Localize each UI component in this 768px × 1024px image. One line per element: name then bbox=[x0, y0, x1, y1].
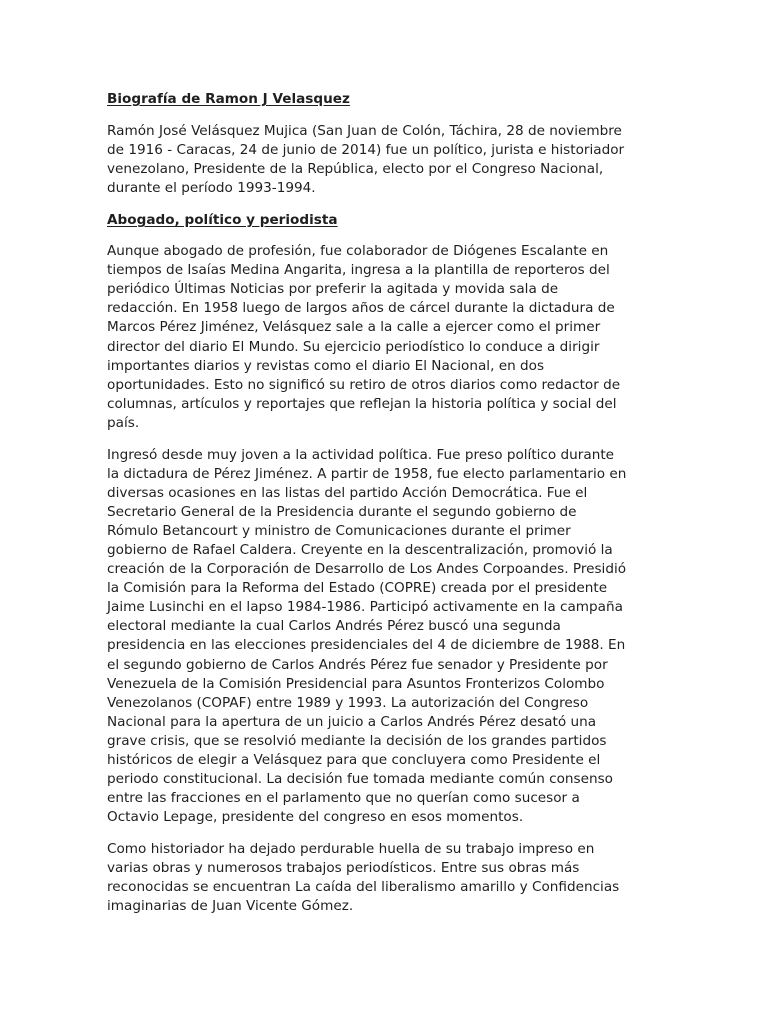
document-title: Biografía de Ramon J Velasquez bbox=[107, 91, 350, 107]
intro-paragraph: Ramón José Velásquez Mujica (San Juan de Colón, Táchira, 28 de noviembre de 1916 - Caracas, 24 de junio de 2014) fue un político, jurista e historiador venezolano, Presidente de la República, electo por el Congreso Nacional, durante el período 1993-1994. bbox=[107, 123, 625, 197]
document-page bbox=[107, 90, 627, 929]
body-paragraph-journalism: Aunque abogado de profesión, fue colaborador de Diógenes Escalante en tiempos de Isaías Medina Angarita, ingresa a la plantilla de reporteros del periódico Últimas Noticias por preferir la agitada y movida sala de redacción. En 1958 luego de largos años de cárcel durante la dictadura de Marcos Pérez Jiménez, Velásquez sale a la calle a ejercer como el primer director del diario El Mundo. Su ejercicio periodístico lo conduce a dirigir importantes diarios y revistas como el diario El Nacional, en dos oportunidades. Esto no significó su retiro de otros diarios como redactor de columnas, artículos y reportajes que reflejan la historia política y social del país. bbox=[107, 243, 621, 431]
section-heading: Abogado, político y periodista bbox=[107, 211, 338, 228]
body-paragraph-politics: Ingresó desde muy joven a la actividad política. Fue preso político durante la dictadura de Pérez Jiménez. A partir de 1958, fue electo parlamentario en diversas ocasiones en las listas del partido Acción Democrática. Fue el Secretario General de la Presidencia durante el segundo gobierno de Rómulo Betancourt y ministro de Comunicaciones durante el primer gobierno de Rafael Caldera. Creyente en la descentralización, promovió la creación de la Corporación de Desarrollo de Los Andes Corpoandes. Presidió la Comisión para la Reforma del Estado (COPRE) creada por el presidente Jaime Lusinchi en el lapso 1984-1986. Participó activamente en la campaña electoral mediante la cual Carlos Andrés Pérez buscó una segunda presidencia en las elecciones presidenciales del 4 de diciembre de 1988. En el segundo gobierno de Carlos Andrés Pérez fue senador y Presidente por Venezuela de la Comisión Presidencial para Asuntos Fronterizos Colombo Venezolanos (COPAF) entre 1989 y 1993. La autorización del Congreso Nacional para la apertura de un juicio a Carlos Andrés Pérez desató una grave crisis, que se resolvió mediante la decisión de los grandes partidos históricos de elegir a Velásquez para que concluyera como Presidente el periodo constitucional. La decisión fue tomada mediante común consenso entre las fracciones en el parlamento que no querían como sucesor a Octavio Lepage, presidente del congreso en esos momentos. bbox=[107, 446, 627, 826]
body-paragraph-historian: Como historiador ha dejado perdurable huella de su trabajo impreso en varias obras y numerosos trabajos periodísticos. Entre sus obras más reconocidas se encuentran La caída del liberalismo amarillo y Confidencias imaginarias de Juan Vicente Gómez. bbox=[107, 840, 620, 915]
